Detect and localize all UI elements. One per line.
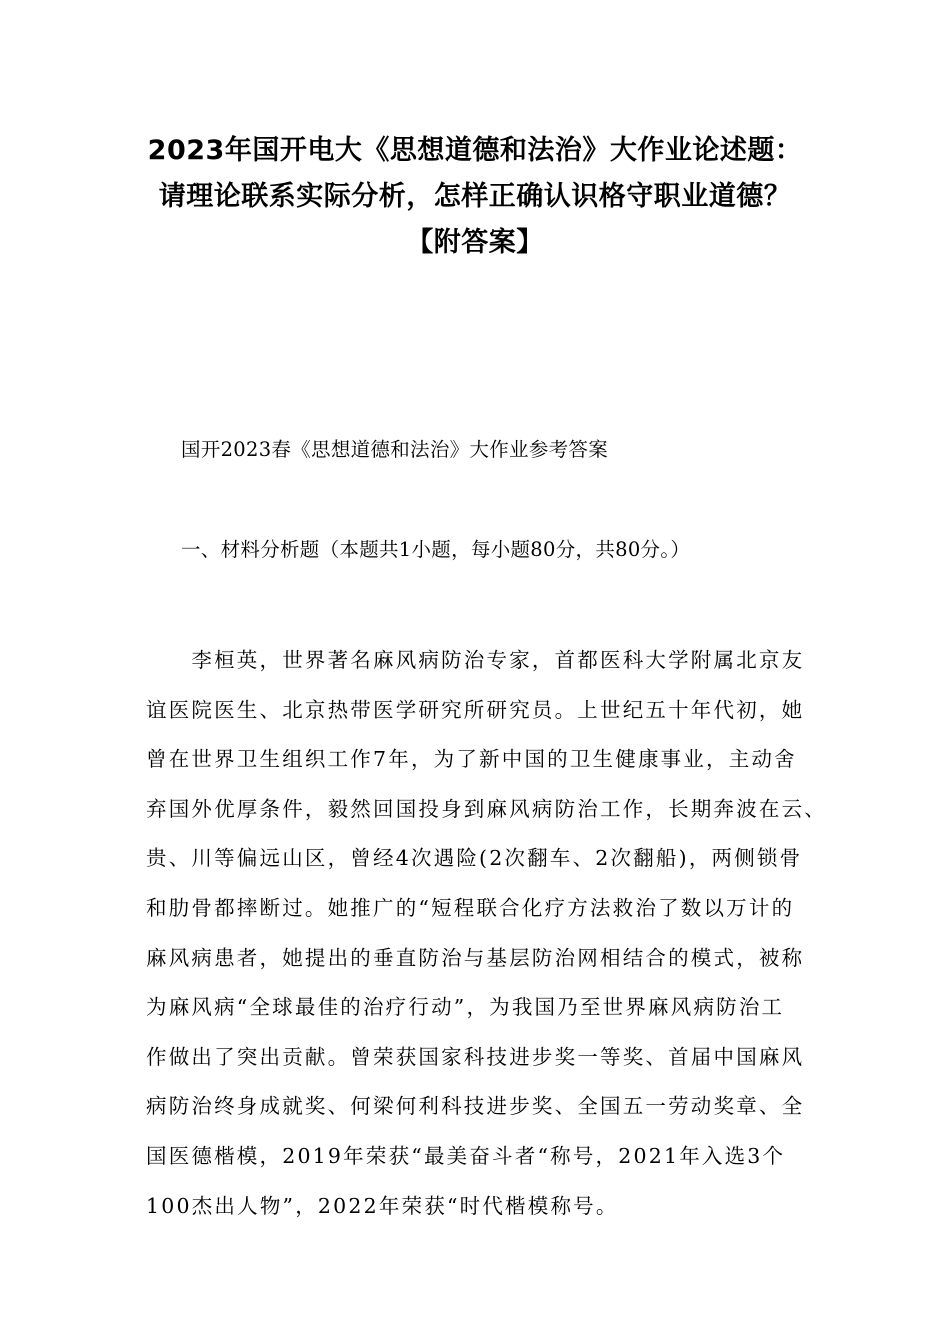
- paragraph-line: 和肋骨都摔断过。她推广的“短程联合化疗方法救治了数以万计的: [146, 895, 795, 920]
- paragraph-line: 麻风病患者，她提出的垂直防治与基层防治网相结合的模式，被称: [146, 945, 805, 970]
- title-line-3: 【附答案】: [406, 227, 544, 258]
- paragraph-line: 作做出了突出贡献。曾荣获国家科技进步奖一等奖、首届中国麻风: [146, 1044, 805, 1069]
- document-title: [60, 128, 890, 266]
- title-line-2: 请理论联系实际分析，怎样正确认识格守职业道德？: [158, 181, 792, 212]
- title-line-1: 2023年国开电大《思想道德和法治》大作业论述题：: [147, 135, 803, 166]
- paragraph-line: 曾在世界卫生组织工作7年，为了新中国的卫生健康事业，主动舍: [146, 747, 797, 772]
- paragraph-line: 为麻风病“全球最佳的治疗行动”，为我国乃至世界麻风病防治工: [146, 995, 785, 1020]
- material-paragraph: [146, 636, 827, 1231]
- paragraph-line: 李桓英，世界著名麻风病防治专家，首都医科大学附属北京友: [146, 648, 805, 672]
- paragraph-line: 贵、川等偏远山区，曾经4次遇险(2次翻车、2次翻船)，两侧锁骨: [146, 846, 803, 871]
- paragraph-line: 国医德楷模，2019年荣获“最美奋斗者“称号，2021年入选3个: [146, 1143, 786, 1168]
- section-heading: 一、材料分析题（本题共1小题，每小题80分，共80分。）: [181, 538, 691, 561]
- paragraph-line: 100杰出人物”，2022年荣获“时代楷模称号。: [146, 1193, 619, 1218]
- document-subtitle: 国开2023春《思想道德和法治》大作业参考答案: [181, 438, 609, 461]
- paragraph-line: 弃国外优厚条件，毅然回国投身到麻风病防治工作，长期奔波在云、: [146, 796, 827, 821]
- paragraph-line: 病防治终身成就奖、何梁何利科技进步奖、全国五一劳动奖章、全: [146, 1094, 805, 1119]
- paragraph-line: 谊医院医生、北京热带医学研究所研究员。上世纪五十年代初，她: [146, 697, 805, 722]
